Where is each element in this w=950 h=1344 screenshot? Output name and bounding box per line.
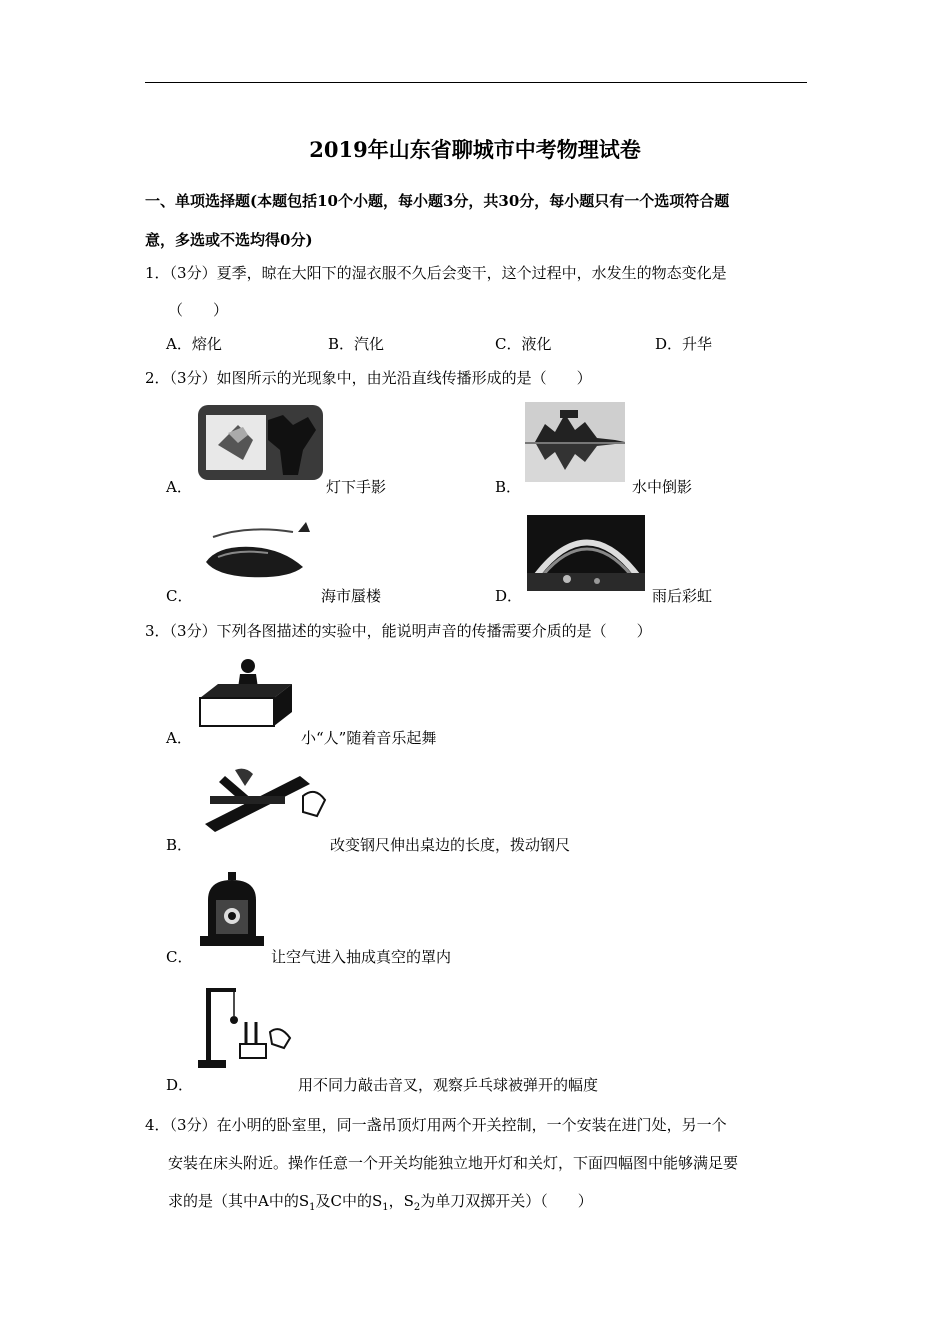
q4-line3-part: 求的是（其中A中的S xyxy=(168,1192,310,1210)
q3-option-d-letter: D． xyxy=(166,1076,194,1094)
q3-option-b-letter: B． xyxy=(166,836,193,854)
q3-stem: 3．（3分）下列各图描述的实验中，能说明声音的传播需要介质的是（ ） xyxy=(145,622,652,640)
q4-line3-part: 为单刀双掷开关）（ ） xyxy=(420,1192,593,1210)
q3-option-a-caption: 小“人”随着音乐起舞 xyxy=(301,729,437,747)
subscript: 2 xyxy=(413,1202,421,1213)
q3-option-d-caption: 用不同力敲击音叉，观察乒乓球被弹开的幅度 xyxy=(298,1076,599,1094)
q4-line3 xyxy=(168,1190,593,1213)
header-rule xyxy=(145,82,807,83)
q2-option-d-letter: D． xyxy=(495,587,523,605)
q3-option-c-caption: 让空气进入抽成真空的罩内 xyxy=(271,948,452,966)
q3-option-a-letter: A． xyxy=(166,729,192,747)
rainbow-image xyxy=(527,515,645,591)
q2-option-d-caption: 雨后彩虹 xyxy=(652,587,713,605)
q2-option-c-letter: C． xyxy=(166,587,193,605)
q1-option-a xyxy=(166,333,222,354)
vacuum-bell-jar-image xyxy=(198,870,266,950)
q2-stem: 2．（3分）如图所示的光现象中，由光沿直线传播形成的是（ ） xyxy=(145,369,592,387)
q4-line3-part: ，S xyxy=(388,1192,414,1210)
q1-option-d xyxy=(655,333,712,354)
subscript: 1 xyxy=(309,1202,316,1213)
q1-blank: （ ） xyxy=(168,301,229,319)
option-text: 升华 xyxy=(682,335,713,353)
option-text: 液化 xyxy=(521,335,552,353)
q2-option-b-caption: 水中倒影 xyxy=(632,478,693,496)
hand-shadow-image xyxy=(198,405,323,480)
section-heading-line2: 意，多选或不选均得0分) xyxy=(145,231,313,249)
q1-option-b xyxy=(328,333,384,354)
steel-ruler-image xyxy=(205,766,330,832)
option-text: 汽化 xyxy=(354,335,385,353)
q1-stem: 1．（3分）夏季，晾在大阳下的湿衣服不久后会变干，这个过程中，水发生的物态变化是 xyxy=(145,264,727,282)
option-letter: C． xyxy=(495,335,522,353)
mirage-image xyxy=(198,517,318,589)
q4-line3-part: 及C中的S xyxy=(315,1192,383,1210)
page-title: 2019年山东省聊城市中考物理试卷 xyxy=(309,137,641,162)
q4-line2: 安装在床头附近。操作任意一个开关均能独立地开灯和关灯，下面四幅图中能够满足要 xyxy=(168,1154,739,1172)
q2-option-c-caption: 海市蜃楼 xyxy=(321,587,382,605)
section-heading-line1: 一、单项选择题(本题包括10个小题，每小题3分，共30分，每小题只有一个选项符合题 xyxy=(145,192,730,210)
q2-option-a-letter: A． xyxy=(166,478,192,496)
q3-option-c-letter: C． xyxy=(166,948,193,966)
option-letter: D． xyxy=(655,335,683,353)
q2-option-b-letter: B． xyxy=(495,478,522,496)
subscript: 1 xyxy=(382,1202,389,1213)
option-letter: B． xyxy=(328,335,355,353)
q2-option-a-caption: 灯下手影 xyxy=(326,478,387,496)
option-letter: A． xyxy=(166,335,192,353)
q3-option-b-caption: 改变钢尺伸出桌边的长度，拨动钢尺 xyxy=(330,836,571,854)
tuning-fork-image xyxy=(196,982,296,1074)
dancing-figure-image xyxy=(198,654,294,730)
water-reflection-image xyxy=(525,402,625,482)
q1-option-c xyxy=(495,333,552,354)
option-text: 熔化 xyxy=(191,335,222,353)
q4-line1: 4．（3分）在小明的卧室里，同一盏吊顶灯用两个开关控制，一个安装在进门处，另一个 xyxy=(145,1116,727,1134)
